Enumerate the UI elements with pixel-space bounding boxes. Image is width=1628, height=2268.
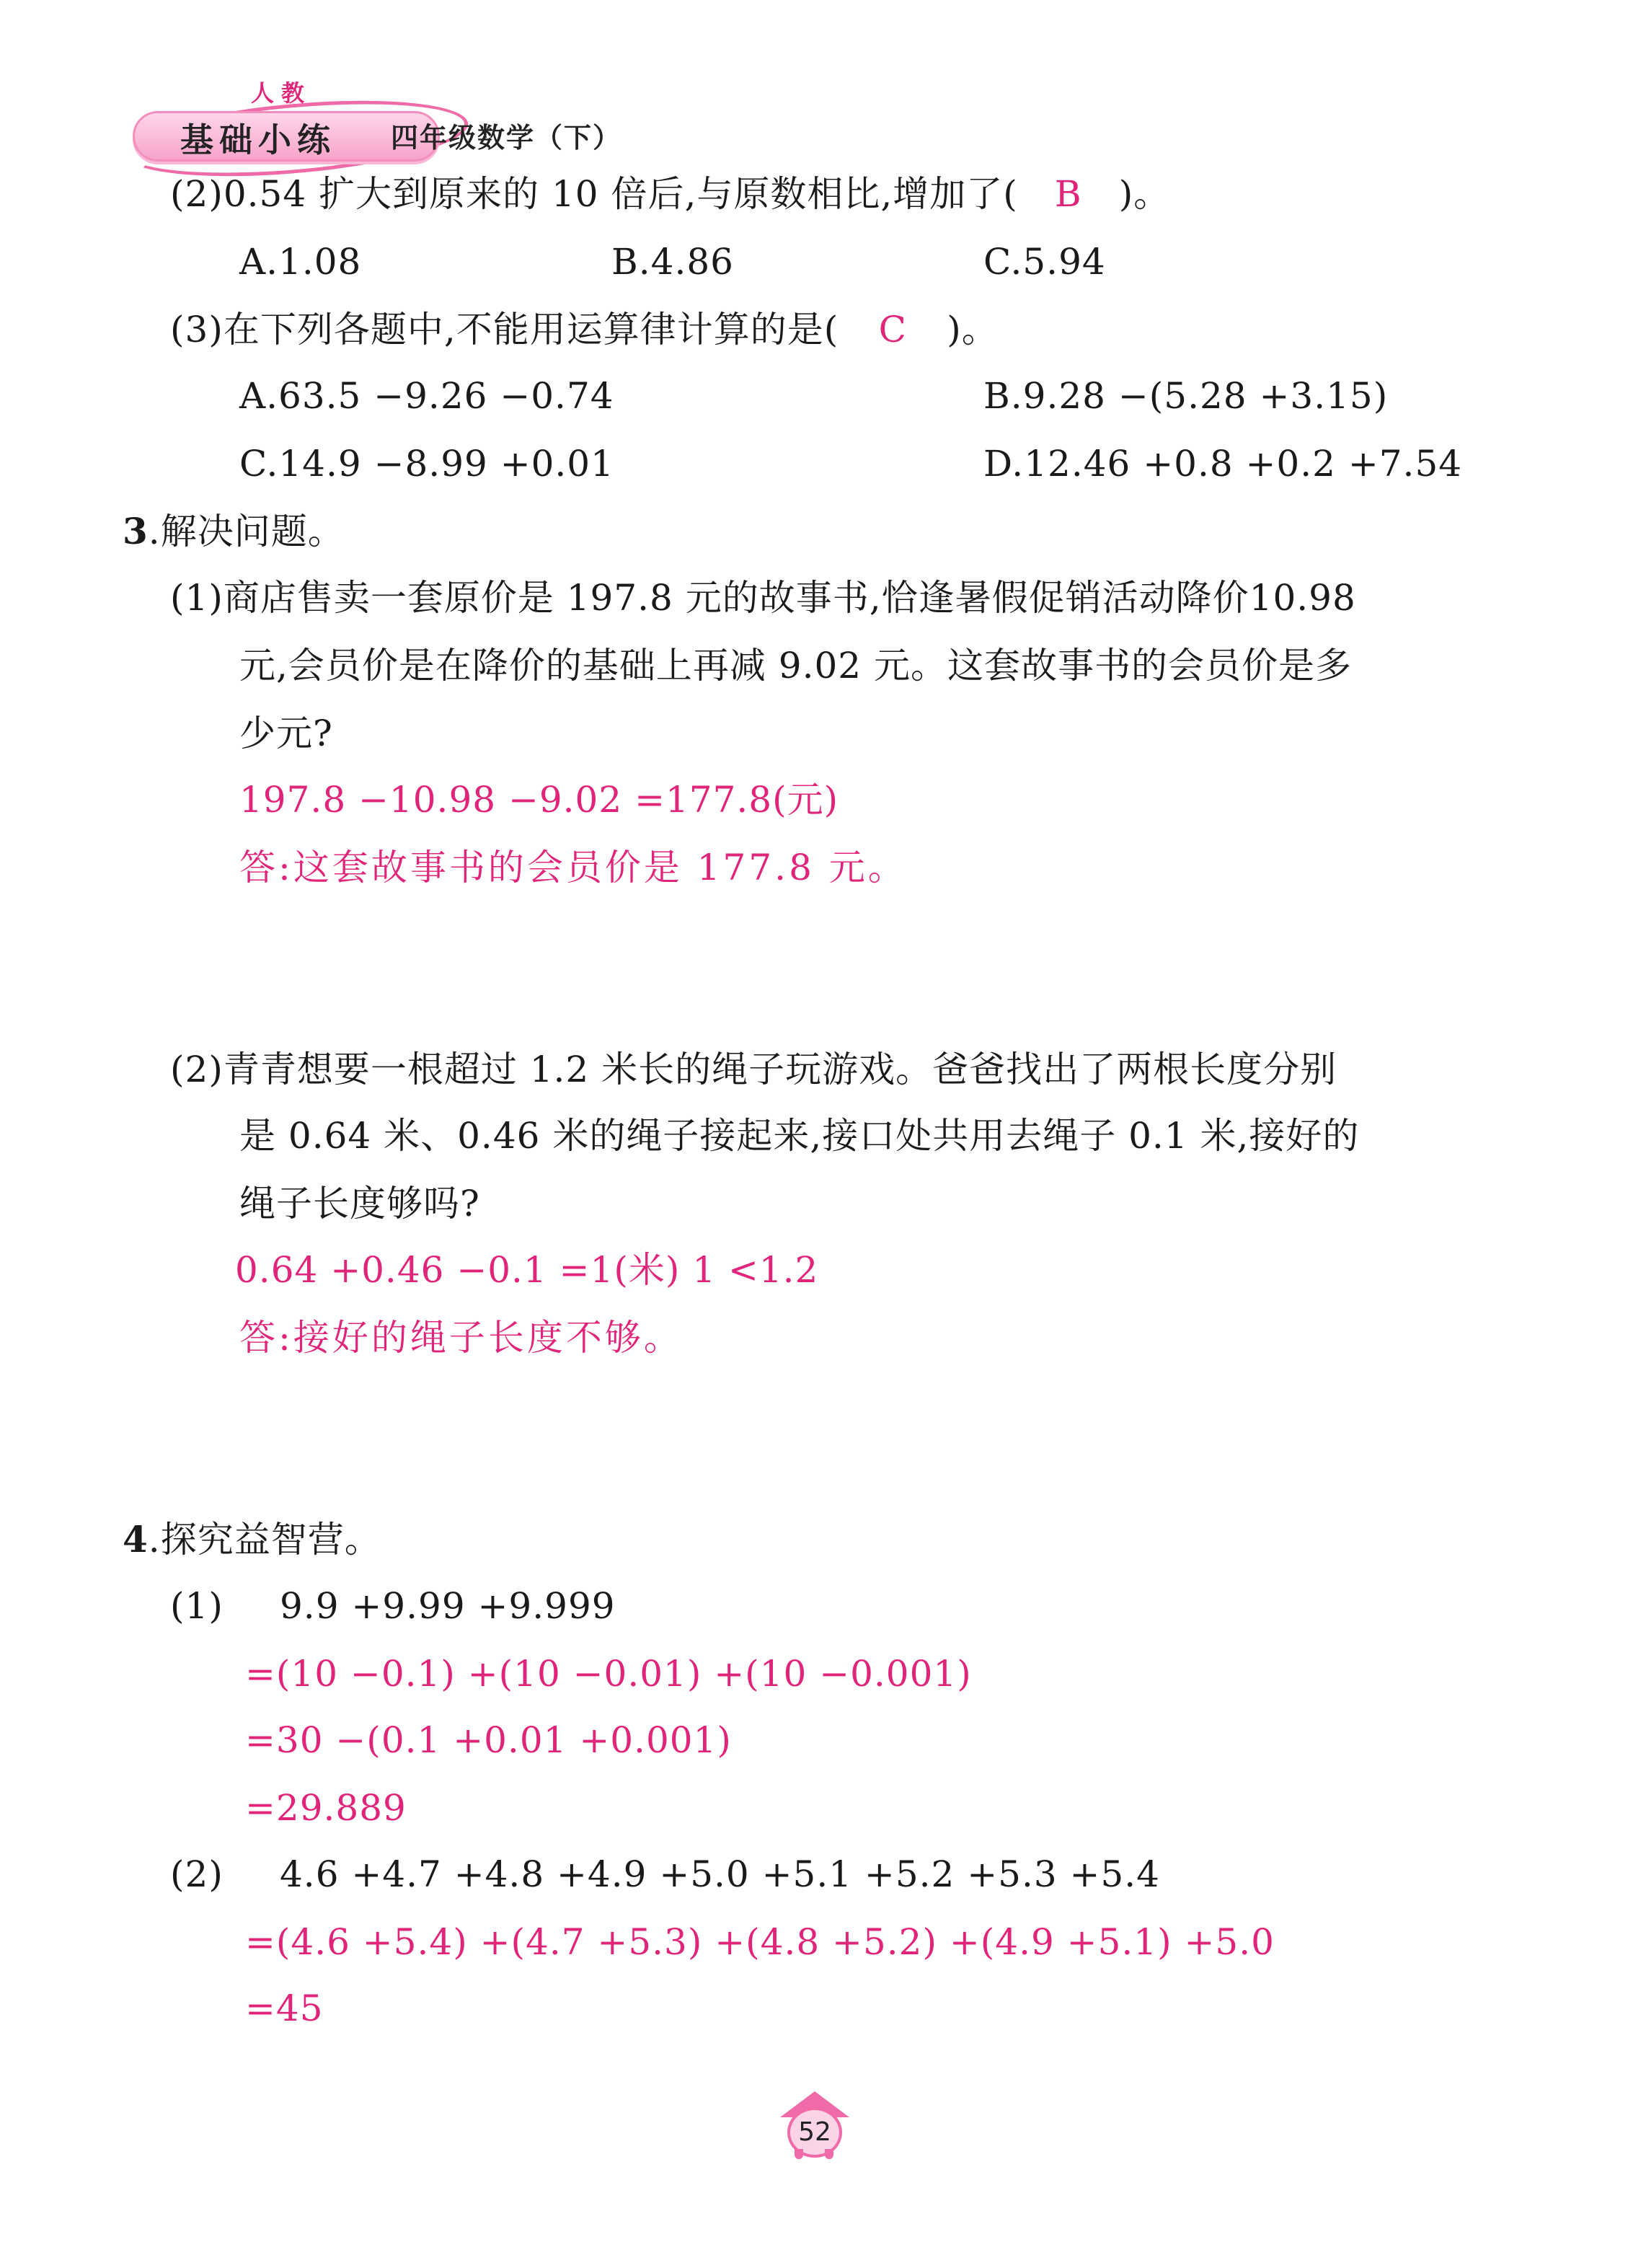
q3-2-work: 0.64 +0.46 −0.1 =1(米) 1 <1.2 (235, 1249, 819, 1291)
q2-2-answer: B (1054, 173, 1082, 215)
q2-3-answer: C (878, 309, 907, 350)
badge-leg-decoration (795, 2149, 803, 2159)
q3-2-line-3: 绳子长度够吗? (239, 1183, 480, 1225)
q2-2-stem (170, 173, 1171, 215)
q4-title: .探究益智营。 (148, 1519, 381, 1561)
q3-2-answer: 答:接好的绳子长度不够。 (239, 1317, 683, 1359)
page-number: 52 (798, 2117, 831, 2147)
q4-2-step-1: =(4.6 +5.4) +(4.7 +5.3) +(4.8 +5.2) +(4.9 +5.1) +5.0 (245, 1921, 1275, 1963)
page-header (123, 69, 642, 163)
q3-1-work: 197.8 −10.98 −9.02 =177.8(元) (239, 779, 839, 821)
q2-3-option-b: B.9.28 −(5.28 +3.15) (983, 375, 1389, 417)
q4-2-expression: 4.6 +4.7 +4.8 +4.9 +5.0 +5.1 +5.2 +5.3 +5.4 (280, 1853, 1160, 1895)
q3-1-answer: 答:这套故事书的会员价是 177.8 元。 (239, 847, 907, 888)
q2-3-option-a: A.63.5 −9.26 −0.74 (239, 375, 614, 417)
publisher-label: 人教 (251, 79, 312, 107)
q2-2-option-b: B.4.86 (611, 241, 734, 283)
grade-subject-label: 四年级数学（下） (391, 122, 622, 154)
q3-2-line-1: (2)青青想要一根超过 1.2 米长的绳子玩游戏。爸爸找出了两根长度分别 (170, 1049, 1337, 1090)
q4-1-step-1: =(10 −0.1) +(10 −0.01) +(10 −0.001) (245, 1653, 972, 1695)
q3-number: 3 (123, 510, 149, 552)
q4-heading (123, 1518, 381, 1561)
q4-1-step-2: =30 −(0.1 +0.01 +0.001) (245, 1719, 732, 1761)
q2-2-option-a: A.1.08 (239, 241, 362, 283)
badge-leg-decoration (825, 2149, 833, 2159)
q4-1-step-3: =29.889 (245, 1787, 407, 1829)
q4-number: 4 (123, 1518, 149, 1561)
q2-3-option-d: D.12.46 +0.8 +0.2 +7.54 (983, 443, 1463, 485)
q2-2-stem-end: )。 (1118, 173, 1171, 215)
q4-1-expression: 9.9 +9.99 +9.999 (280, 1585, 616, 1627)
q3-1-line-1: (1)商店售卖一套原价是 197.8 元的故事书,恰逢暑假促销活动降价10.98 (170, 577, 1356, 619)
q4-2-step-2: =45 (245, 1987, 324, 2029)
q3-1-line-3: 少元? (239, 712, 333, 754)
series-title: 基础小练 (180, 120, 336, 159)
q4-1-label: (1) (170, 1585, 224, 1627)
q2-3-stem-end: )。 (947, 309, 999, 350)
q3-2-line-2: 是 0.64 米、0.46 米的绳子接起来,接口处共用去绳子 0.1 米,接好的 (239, 1115, 1360, 1157)
q2-3-stem-text: (3)在下列各题中,不能用运算律计算的是( (170, 309, 839, 350)
q3-heading (123, 510, 345, 552)
q2-3-option-c: C.14.9 −8.99 +0.01 (239, 443, 614, 485)
q4-2-label: (2) (170, 1853, 224, 1895)
q2-3-stem (170, 309, 999, 350)
page-number-badge (777, 2091, 852, 2163)
q3-1-line-2: 元,会员价是在降价的基础上再减 9.02 元。这套故事书的会员价是多 (239, 645, 1353, 687)
q2-2-option-c: C.5.94 (983, 241, 1106, 283)
q2-2-stem-text: (2)0.54 扩大到原来的 10 倍后,与原数相比,增加了( (170, 173, 1018, 215)
q3-title: .解决问题。 (148, 511, 345, 552)
